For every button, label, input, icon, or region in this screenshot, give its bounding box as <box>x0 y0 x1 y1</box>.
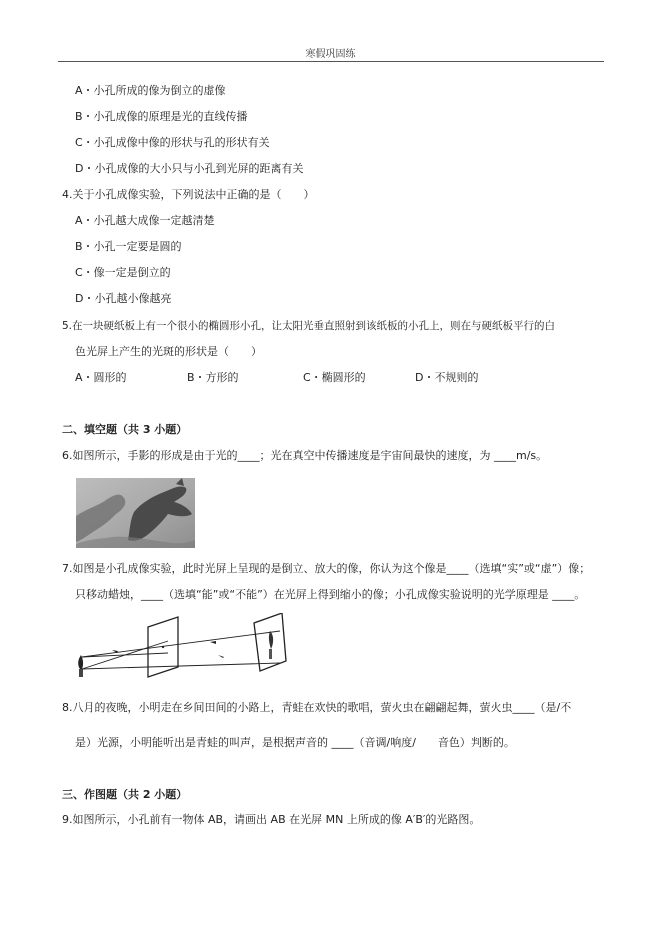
q4-option-b: B・小孔一定要是圆的 <box>75 240 182 253</box>
section3-title: 三、作图题（共 2 小题） <box>62 788 188 801</box>
q3-option-d: D・小孔成像的大小只与小孔到光屏的距离有关 <box>75 162 304 175</box>
q8-stem-line1: 8.八月的夜晚，小明走在乡间田间的小路上，青蛙在欢快的歌唱，萤火虫在翩翩起舞，萤火虫____（是/不 <box>62 701 572 714</box>
q5-stem-line2: 色光屏上产生的光斑的形状是（ ） <box>75 345 262 358</box>
q4-option-c: C・像一定是倒立的 <box>75 266 171 279</box>
q3-option-a: A・小孔所成的像为倒立的虚像 <box>75 84 226 97</box>
page-header-title: 寒假巩固练 <box>305 49 356 60</box>
section2-title: 二、填空题（共 3 小题） <box>62 423 188 436</box>
q4-option-a: A・小孔越大成像一定越清楚 <box>75 214 215 227</box>
q5-stem-line1: 5.在一块硬纸板上有一个很小的椭圆形小孔，让太阳光垂直照射到该纸板的小孔上，则在与硬纸板平行的白 <box>62 320 556 332</box>
q7-stem-line1: 7.如图是小孔成像实验，此时光屏上呈现的是倒立、放大的像，你认为这个像是____（选填“实”或“虚”）像； <box>62 562 591 575</box>
q7-stem-line2: 只移动蜡烛，____（选填“能”或“不能”）在光屏上得到缩小的像；小孔成像实验说明的光学原理是 ____。 <box>75 588 586 601</box>
q5-option-d: D・不规则的 <box>415 371 479 384</box>
q6-stem: 6.如图所示，手影的形成是由于光的____；光在真空中传播速度是宇宙间最快的速度，为 ____m/s。 <box>62 449 548 462</box>
q5-option-c: C・椭圆形的 <box>303 371 366 384</box>
q4-option-d: D・小孔越小像越亮 <box>75 292 172 305</box>
header-divider <box>58 61 604 62</box>
q9-stem: 9.如图所示，小孔前有一物体 AB，请画出 AB 在光屏 MN 上所成的像 A′B′的光路图。 <box>62 813 481 826</box>
pinhole-camera-diagram <box>74 613 306 679</box>
hand-shadow-photo <box>76 478 195 548</box>
q4-stem: 4.关于小孔成像实验，下列说法中正确的是（ ） <box>62 188 315 201</box>
q5-option-b: B・方形的 <box>187 371 239 384</box>
q3-option-c: C・小孔成像中像的形状与孔的形状有关 <box>75 136 270 149</box>
q8-stem-line2: 是）光源，小明能听出是青蛙的叫声，是根据声音的 ____（音调/响度/ 音色）判断的。 <box>75 736 515 749</box>
q3-option-b: B・小孔成像的原理是光的直线传播 <box>75 110 248 123</box>
q5-option-a: A・圆形的 <box>75 371 127 384</box>
